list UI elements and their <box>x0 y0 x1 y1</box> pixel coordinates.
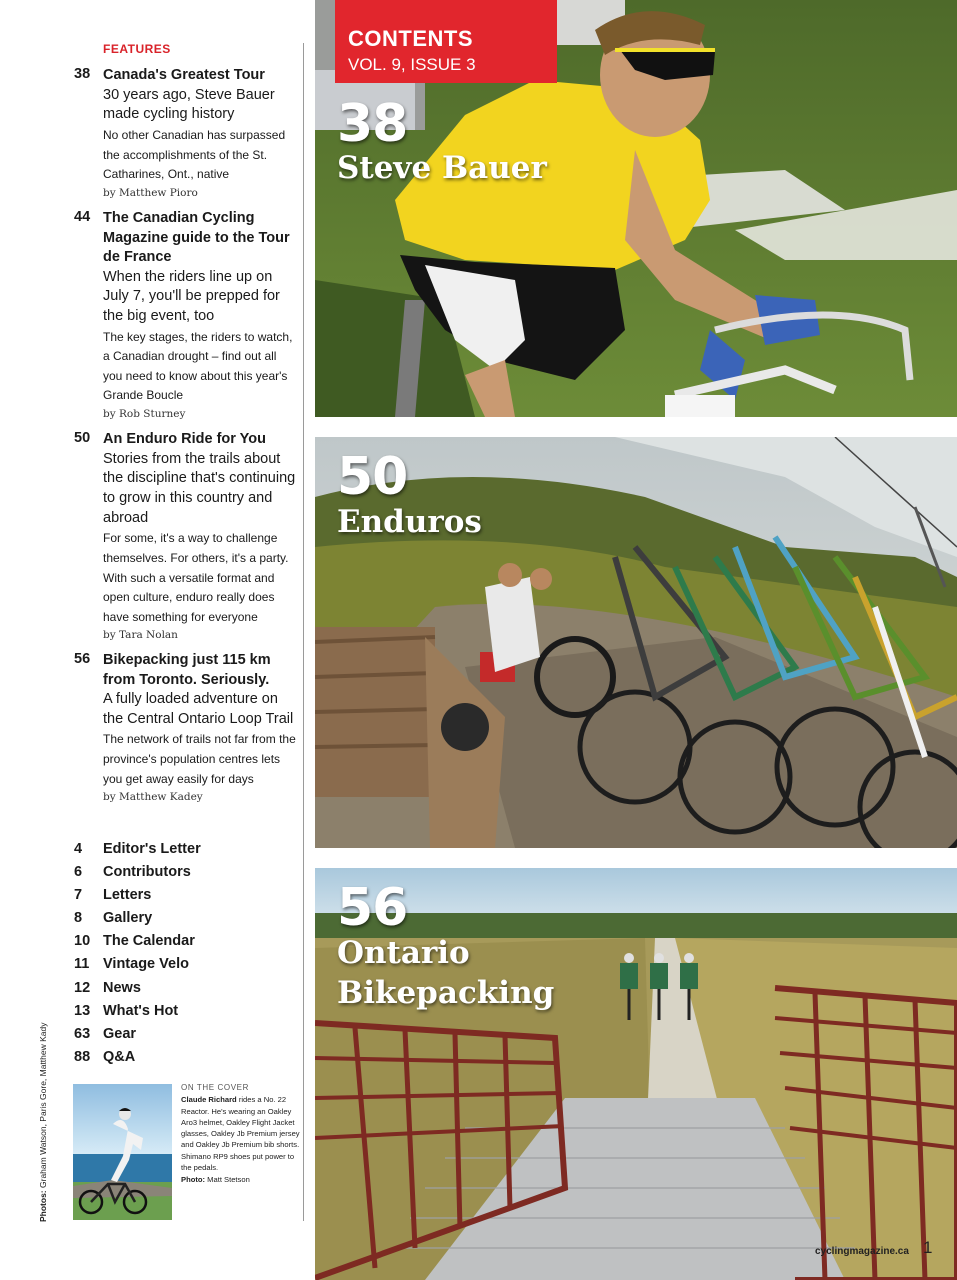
cover-thumbnail[interactable] <box>73 1084 172 1220</box>
feature-deck: 30 years ago, Steve Bauer made cycling history <box>103 86 275 123</box>
feature-page-number: 38 <box>74 66 91 82</box>
department-page-number: 88 <box>74 1048 91 1065</box>
volume-issue: VOL. 9, ISSUE 3 <box>348 55 476 74</box>
cover-caption <box>181 1082 301 1186</box>
features-label: FEATURES <box>103 42 171 56</box>
feature-photo-enduros[interactable] <box>315 437 957 848</box>
column-divider <box>303 43 304 1221</box>
contents-title: CONTENTS <box>348 26 473 51</box>
cover-photo-credit: Matt Stetson <box>205 1175 250 1185</box>
feature-byline: by Matthew Kadey <box>103 791 203 804</box>
feature-photo-ontario-bikepacking[interactable] <box>315 868 957 1280</box>
feature-deck: When the riders line up on July 7, you'll be prepped for the big event, too <box>103 268 280 324</box>
panel-title-enduros: Enduros <box>337 504 482 540</box>
department-page-number: 10 <box>74 933 91 950</box>
feature-byline: by Rob Sturney <box>103 407 186 420</box>
feature-deck: Stories from the trails about the discipline that's continuing to grow in this country and abroad <box>103 450 296 526</box>
feature-title: The Canadian Cycling Magazine guide to the Tour de France <box>103 210 290 265</box>
contents-header <box>335 0 557 83</box>
panel-page-number-38: 38 <box>337 94 408 154</box>
panel-page-number-56: 56 <box>337 878 408 938</box>
department-title: What's Hot <box>103 1002 179 1019</box>
department-title: News <box>103 979 141 996</box>
feature-entry-50[interactable] <box>74 430 299 644</box>
panel-title-bikepacking: Bikepacking <box>337 975 555 1011</box>
feature-entry-56[interactable] <box>74 651 299 806</box>
department-title: Contributors <box>103 864 191 881</box>
department-title: Q&A <box>103 1048 136 1065</box>
cover-rider-name: Claude Richard <box>181 1095 237 1105</box>
department-page-number: 63 <box>74 1025 91 1042</box>
feature-description: For some, it's a way to challenge themselves. For others, it's a party. With such a versatile format and open culture, enduro really does have something for everyone <box>103 531 289 624</box>
department-title: Letters <box>103 887 152 904</box>
cover-photo-label: Photo: <box>181 1175 206 1185</box>
department-page-number: 7 <box>74 887 83 904</box>
photo-credits <box>38 1023 48 1223</box>
department-item[interactable] <box>74 910 294 933</box>
page-number: 1 <box>923 1238 933 1257</box>
table-of-contents <box>0 0 305 1280</box>
department-item[interactable] <box>74 887 294 910</box>
department-title: Gear <box>103 1025 137 1042</box>
panel-title-steve-bauer: Steve Bauer <box>337 150 547 186</box>
department-item[interactable] <box>74 841 294 864</box>
feature-description: The key stages, the riders to watch, a Canadian drought – find out all you need to know about this year's Grande Boucle <box>103 329 293 403</box>
department-item[interactable] <box>74 1026 294 1049</box>
photo-credits-label: Photos: <box>38 1190 48 1222</box>
department-page-number: 12 <box>74 979 91 996</box>
cover-description: rides a No. 22 Reactor. He's wearing an Oakley Aro3 helmet, Oakley Flight Jacket glasses, Oakley Jb Premium jersey and Oakley Jb Premium bib shorts. Shimano RP9 shoes put power to the pedals. <box>181 1095 300 1173</box>
feature-title: Canada's Greatest Tour <box>103 67 265 83</box>
feature-entry-44[interactable] <box>74 209 299 423</box>
department-item[interactable] <box>74 1003 294 1026</box>
department-title: Gallery <box>103 910 153 927</box>
panel-title-ontario: Ontario <box>337 935 470 971</box>
department-item[interactable] <box>74 864 294 887</box>
department-page-number: 6 <box>74 864 83 881</box>
cover-label: ON THE COVER <box>181 1083 249 1092</box>
department-title: Vintage Velo <box>103 956 189 973</box>
feature-title: An Enduro Ride for You <box>103 431 266 447</box>
feature-byline: by Tara Nolan <box>103 629 178 642</box>
departments-list <box>74 841 294 1072</box>
feature-page-number: 56 <box>74 651 91 667</box>
department-title: Editor's Letter <box>103 841 201 857</box>
department-page-number: 4 <box>74 841 83 857</box>
department-item[interactable] <box>74 933 294 956</box>
feature-page-number: 50 <box>74 430 91 446</box>
department-item[interactable] <box>74 980 294 1003</box>
department-item[interactable] <box>74 956 294 979</box>
feature-page-number: 44 <box>74 209 91 225</box>
department-page-number: 8 <box>74 910 83 927</box>
department-page-number: 11 <box>74 956 90 973</box>
department-title: The Calendar <box>103 933 195 950</box>
feature-description: No other Canadian has surpassed the accomplishments of the St. Catharines, Ont., native <box>103 127 286 182</box>
feature-deck: A fully loaded adventure on the Central Ontario Loop Trail <box>103 691 294 727</box>
website-url[interactable]: cyclingmagazine.ca <box>815 1246 909 1257</box>
feature-byline: by Matthew Pioro <box>103 186 198 199</box>
department-page-number: 13 <box>74 1002 91 1019</box>
department-item[interactable] <box>74 1049 294 1072</box>
feature-title: Bikepacking just 115 km from Toronto. Seriously. <box>103 652 271 688</box>
photo-credits-names: Graham Watson, Paris Gore, Matthew Kady <box>38 1022 48 1191</box>
feature-entry-38[interactable] <box>74 66 299 202</box>
feature-description: The network of trails not far from the province's population centres lets you get away easily for days <box>103 732 296 786</box>
panel-page-number-50: 50 <box>337 447 408 507</box>
